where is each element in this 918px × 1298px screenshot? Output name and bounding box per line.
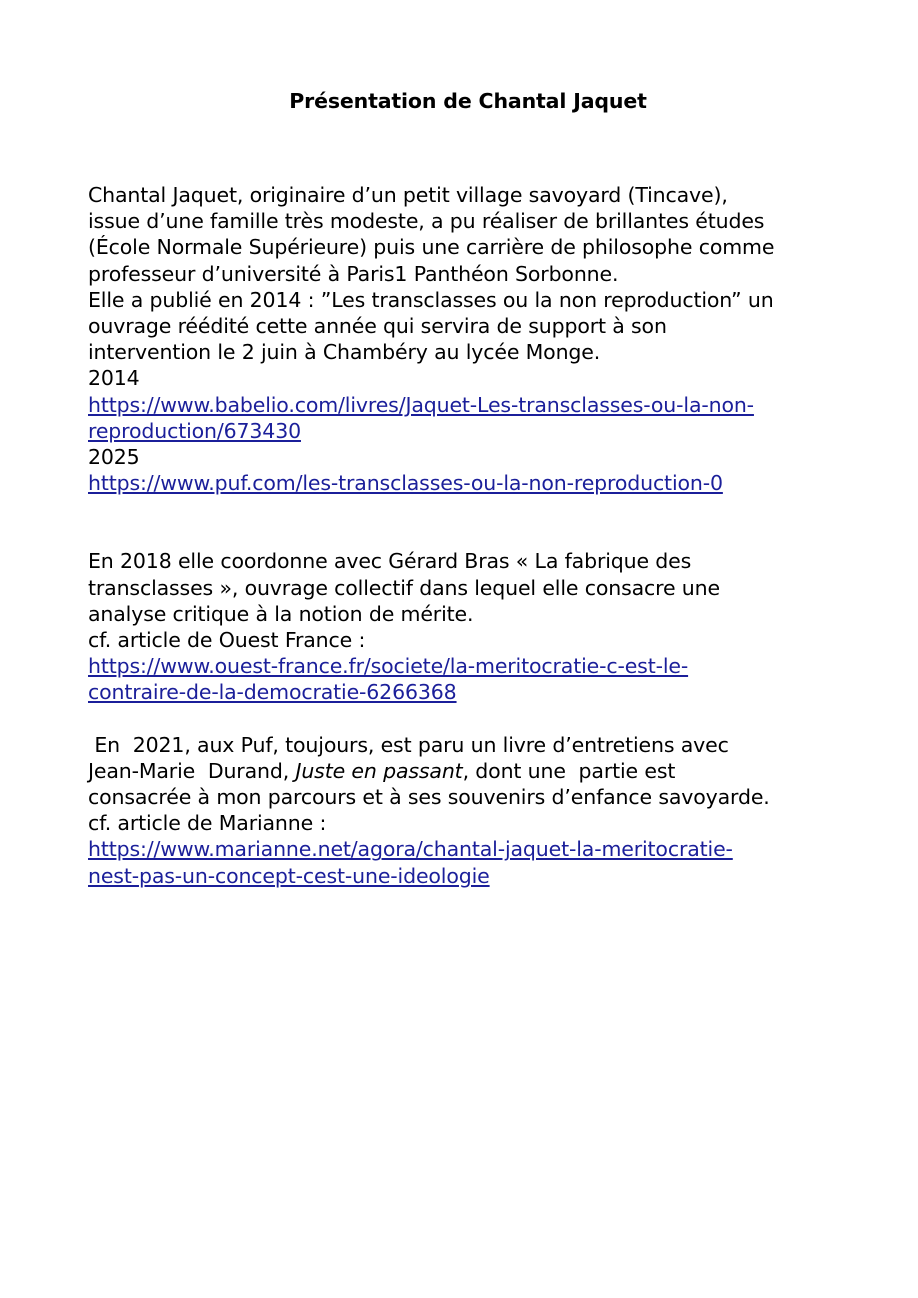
document-page [88,86,848,889]
ouest-france-link-line2[interactable]: contraire-de-la-democratie-6266368 [88,680,457,705]
text-line: cf. article de Marianne : [88,811,327,836]
puf-link[interactable]: https://www.puf.com/les-transclasses-ou-la-non-reproduction-0 [88,471,723,496]
text-line-segment: Jean-Marie Durand, [88,758,296,783]
babelio-link-line2[interactable]: reproduction/673430 [88,418,301,443]
text-line: intervention le 2 juin à Chambéry au lycée Monge. [88,340,601,365]
text-line: Chantal Jaquet, originaire d’un petit village savoyard (Tincave), [88,183,728,207]
text-line: analyse critique à la notion de mérite. [88,601,474,626]
babelio-link-line1[interactable]: https://www.babelio.com/livres/Jaquet-Les-transclasses-ou-la-non- [88,392,754,417]
text-line-segment: En 2021, aux Puf, toujours, est paru un livre d’entretiens avec [88,732,729,757]
text-line-segment: , dont une partie est [462,758,676,783]
book-title-italic: Juste en passant [295,758,463,783]
text-line: ouvrage réédité cette année qui servira de support à son [88,314,667,339]
text-line: professeur d’université à Paris1 Panthéon Sorbonne. [88,261,619,286]
text-line: En 2018 elle coordonne avec Gérard Bras « La fabrique des [88,549,692,574]
text-line: transclasses », ouvrage collectif dans lequel elle consacre une [88,575,720,600]
text-line: consacrée à mon parcours et à ses souvenirs d’enfance savoyarde. [88,785,770,810]
spacer [88,706,848,732]
spacer [88,496,848,548]
text-line: issue d’une famille très modeste, a pu réaliser de brillantes études [88,209,765,234]
text-line: cf. article de Ouest France : [88,628,366,653]
year-label-2025: 2025 [88,445,140,470]
text-line [88,758,848,784]
text-line: Elle a publié en 2014 : ”Les transclasses ou la non reproduction” un [88,287,774,312]
text-line: (École Normale Supérieure) puis une carrière de philosophe comme [88,235,775,260]
ouest-france-link-line1[interactable]: https://www.ouest-france.fr/societe/la-meritocratie-c-est-le- [88,654,689,679]
marianne-link-line1[interactable]: https://www.marianne.net/agora/chantal-jaquet-la-meritocratie- [88,837,733,862]
paragraph-2021 [88,732,848,889]
page-title: Présentation de Chantal Jaquet [289,89,647,113]
intro-paragraph [88,182,848,496]
year-label-2014: 2014 [88,366,140,391]
text-line [88,732,848,758]
marianne-link[interactable] [88,836,848,888]
marianne-link-line2[interactable]: nest-pas-un-concept-cest-une-ideologie [88,863,490,888]
ouest-france-link[interactable] [88,653,848,705]
puf-link-container[interactable] [88,470,848,496]
babelio-link[interactable] [88,392,848,444]
paragraph-2018 [88,548,848,705]
